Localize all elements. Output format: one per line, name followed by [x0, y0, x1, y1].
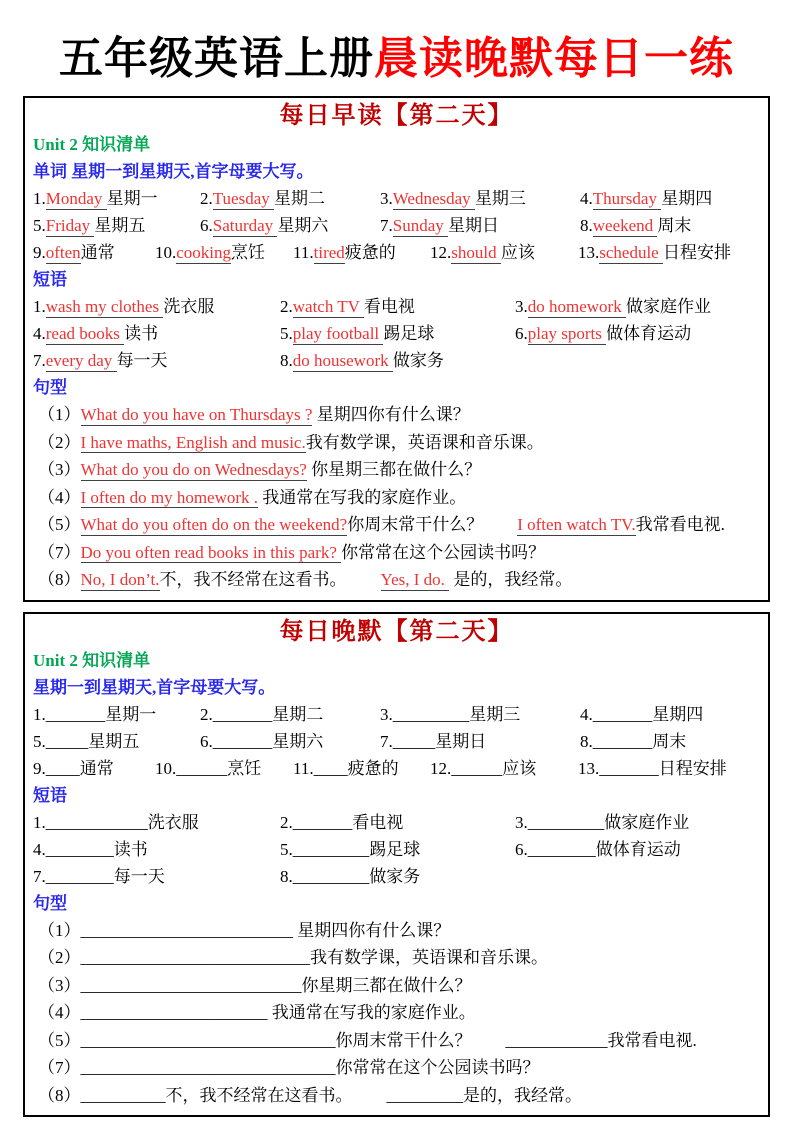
word-chinese: 日程安排: [662, 243, 731, 262]
word-number: 6.: [200, 216, 213, 235]
sentence-row: [33, 566, 760, 594]
morning-section-header: 每日早读【第二天】: [279, 103, 514, 129]
sentence-row: [33, 401, 760, 429]
phrase-number: 5.: [280, 324, 293, 343]
sentence-english: What do you have on Thursdays ?: [80, 405, 313, 424]
phrase-number: 2.: [280, 812, 293, 832]
sentence-blank: ___________________________: [80, 948, 310, 967]
word-number: 11.: [293, 758, 314, 778]
phrase-entry: [515, 320, 691, 347]
phrase-number: 6.: [515, 839, 528, 859]
sentence-chinese: 星期四你有什么课？: [312, 405, 470, 424]
phrase-english: do homework: [527, 297, 626, 316]
word-number: 2.: [200, 189, 213, 208]
sentence-chinese: 我通常在写我的家庭作业。: [267, 1003, 476, 1022]
word-number: 7.: [380, 731, 393, 751]
sentence-chinese: 我有数学课，英语课和音乐课。: [310, 948, 548, 967]
word-entry: [33, 728, 200, 755]
morning-sentences: [33, 401, 760, 594]
word-chinese: 星期二: [272, 704, 324, 724]
sentence-row: [33, 917, 760, 945]
word-entry: [578, 239, 731, 266]
sentence-english: Do you often read books in this park?: [80, 542, 342, 562]
phrase-entry: [280, 836, 515, 863]
phrase-chinese: 做体育运动: [595, 839, 681, 859]
word-number: 3.: [380, 704, 393, 724]
sentence-number: （8）: [38, 570, 81, 589]
word-blank: _____: [392, 731, 436, 751]
word-chinese: 星期六: [272, 731, 324, 751]
phrase-entry: [515, 293, 711, 320]
evening-unit-heading: Unit 2 知识清单: [33, 650, 151, 670]
word-entry: [580, 212, 691, 239]
word-blank: _______: [599, 758, 659, 778]
word-english: Thursday: [592, 189, 662, 208]
sentence-row: [33, 999, 760, 1027]
sentence-chinese: 你常常在这个公园读书吗？: [341, 542, 546, 562]
evening-sentences-label: 句型: [33, 893, 67, 913]
phrase-blank: ____________: [45, 812, 148, 832]
morning-unit-heading: Unit 2 知识清单: [33, 135, 151, 154]
morning-phrase-row-2: [33, 320, 760, 347]
phrase-number: 1.: [33, 812, 46, 832]
word-english: tired: [313, 243, 345, 262]
word-number: 4.: [580, 704, 593, 724]
word-chinese: 星期三: [469, 704, 521, 724]
word-blank: _______: [45, 704, 106, 724]
word-entry: [200, 212, 380, 239]
phrase-chinese: 每一天: [116, 351, 168, 370]
sentence-chinese: 你常常在这个公园读书吗？: [335, 1058, 540, 1077]
sentence-chinese: 你星期三都在做什么？: [306, 460, 482, 479]
word-english: Wednesday: [392, 189, 475, 208]
word-entry: [380, 212, 580, 239]
word-english: Sunday: [392, 216, 448, 235]
sentence-chinese: 你星期三都在做什么？: [301, 975, 472, 995]
word-english: often: [45, 243, 81, 262]
word-entry: [33, 239, 155, 266]
word-blank: ______: [176, 758, 228, 778]
evening-phrases-label: 短语: [33, 785, 67, 805]
phrase-chinese: 每一天: [113, 866, 165, 886]
word-chinese: 星期四: [661, 189, 713, 208]
sentence-chinese: 我通常在写我的家庭作业。: [258, 487, 467, 507]
sentence-row: [33, 1027, 760, 1055]
phrase-chinese: 洗衣服: [163, 297, 215, 316]
phrase-entry: [280, 863, 515, 890]
phrase-chinese: 踢足球: [369, 839, 421, 859]
word-number: 10.: [155, 243, 177, 262]
phrase-entry: [280, 293, 515, 320]
phrase-english: play football: [292, 324, 384, 343]
morning-word-row-2: [33, 212, 760, 239]
word-english: Friday: [45, 216, 95, 235]
sentence-row: [33, 539, 760, 567]
word-entry: [155, 239, 293, 266]
phrase-chinese: 做家庭作业: [625, 297, 711, 316]
phrase-number: 8.: [280, 866, 293, 886]
word-chinese: 周末: [652, 731, 687, 751]
phrase-chinese: 踢足球: [383, 324, 435, 343]
word-entry: [380, 701, 580, 728]
sentence-english: What do you do on Wednesdays?: [80, 460, 307, 479]
title-topic-part: 晨读晚默每日一练: [374, 34, 734, 83]
word-entry: [578, 755, 727, 782]
word-entry: [200, 701, 380, 728]
phrase-number: 7.: [33, 866, 46, 886]
phrase-blank: _________: [292, 839, 370, 859]
sentence-number: （1）: [38, 920, 81, 940]
word-number: 12.: [430, 243, 452, 262]
evening-dictation-section: [23, 612, 770, 1118]
sentence-blank: ______________________________: [80, 1058, 336, 1077]
sentence-chinese-2: 我常看电视.: [607, 1030, 697, 1050]
sentence-row: [33, 456, 760, 484]
sentence-number: （7）: [38, 1058, 81, 1077]
morning-word-row-1: [33, 185, 760, 212]
sentence-row: [33, 972, 760, 1000]
page-title: [0, 22, 793, 86]
word-chinese: 星期日: [435, 731, 487, 751]
word-chinese: 应该: [502, 758, 537, 778]
sentence-chinese-2: 是的，我经常。: [463, 1085, 582, 1105]
word-english: cooking: [176, 243, 232, 262]
sentence-chinese: 不，我不经常在这看书。: [165, 1085, 353, 1105]
sentence-row: [33, 1082, 760, 1110]
word-entry: [430, 755, 578, 782]
sentence-number: （4）: [38, 1003, 81, 1022]
phrase-entry: [33, 293, 280, 320]
sentence-chinese: 星期四你有什么课？: [293, 920, 451, 940]
phrase-chinese: 做家务: [369, 866, 421, 886]
sentence-english: I have maths, English and music.: [80, 432, 306, 452]
word-chinese: 疲惫的: [347, 758, 399, 778]
word-blank: _____: [45, 731, 89, 751]
phrase-chinese: 做家庭作业: [604, 812, 690, 832]
phrase-entry: [280, 347, 515, 374]
word-chinese: 星期一: [106, 189, 158, 208]
morning-words-label: 单词 星期一到星期天,首字母要大写。: [33, 162, 314, 181]
sentence-blank: ______________________: [80, 1003, 268, 1022]
morning-phrase-row-3: [33, 347, 760, 374]
word-number: 6.: [200, 731, 213, 751]
word-blank: _______: [592, 704, 653, 724]
sentence-number: （5）: [38, 1030, 81, 1050]
word-blank: ______: [451, 758, 503, 778]
phrase-chinese: 做家务: [392, 351, 444, 370]
phrase-blank: _______: [292, 812, 353, 832]
word-number: 1.: [33, 704, 46, 724]
word-blank: ____: [45, 758, 80, 778]
phrase-number: 5.: [280, 839, 293, 859]
sentence-number: （5）: [38, 515, 81, 534]
sentence-number: （3）: [38, 460, 81, 479]
phrase-entry: [515, 836, 681, 863]
sentence-english: No, I don’t.: [80, 570, 160, 589]
evening-phrase-row-2: [33, 836, 760, 863]
word-number: 8.: [580, 731, 593, 751]
word-chinese: 星期四: [652, 704, 704, 724]
word-chinese: 烹饪: [227, 758, 262, 778]
phrase-chinese: 做体育运动: [606, 324, 692, 343]
evening-sentences: [33, 917, 760, 1110]
sentence-blank: __________________________: [80, 975, 302, 995]
word-number: 9.: [33, 243, 46, 262]
sentence-english: I often do my homework .: [80, 487, 259, 507]
word-number: 13.: [578, 243, 600, 262]
sentence-row: [33, 1054, 760, 1082]
sentence-number: （3）: [38, 975, 81, 995]
morning-sentences-label: 句型: [33, 378, 67, 397]
sentence-chinese: 你周末常干什么？: [335, 1030, 472, 1050]
phrase-blank: ________: [527, 839, 596, 859]
word-english: Tuesday: [212, 189, 274, 208]
phrase-chinese: 看电视: [352, 812, 404, 832]
word-entry: [293, 239, 430, 266]
word-chinese: 星期三: [474, 189, 526, 208]
sentence-english-2: Yes, I do.: [380, 570, 450, 589]
phrase-number: 3.: [515, 812, 528, 832]
morning-reading-section: [23, 96, 770, 602]
sentence-number: （1）: [38, 405, 81, 424]
sentence-number: （7）: [38, 542, 81, 562]
word-entry: [293, 755, 430, 782]
word-number: 10.: [155, 758, 177, 778]
word-number: 5.: [33, 731, 46, 751]
word-number: 11.: [293, 243, 314, 262]
sentence-blank-2: _________: [386, 1085, 463, 1105]
phrase-blank: _________: [527, 812, 605, 832]
word-blank: _________: [392, 704, 470, 724]
phrase-chinese: 读书: [124, 324, 159, 343]
sentence-row: [33, 429, 760, 457]
phrase-english: watch TV: [292, 297, 364, 316]
sentence-row: [33, 511, 760, 539]
sentence-chinese: 你周末常干什么？: [347, 515, 484, 534]
word-english: weekend: [592, 216, 658, 235]
word-chinese: 通常: [80, 243, 115, 262]
word-entry: [33, 755, 155, 782]
evening-phrase-row-1: [33, 809, 760, 836]
word-entry: [580, 185, 712, 212]
phrase-english: every day: [45, 351, 117, 370]
phrase-entry: [515, 809, 689, 836]
phrase-number: 8.: [280, 351, 293, 370]
word-chinese: 星期五: [88, 731, 140, 751]
word-entry: [33, 212, 200, 239]
sentence-chinese-2: 我常看电视.: [635, 515, 725, 534]
sentence-blank: ______________________________: [80, 1030, 336, 1050]
word-entry: [33, 185, 200, 212]
word-chinese: 星期五: [94, 216, 146, 235]
word-blank: _______: [592, 731, 653, 751]
phrase-entry: [280, 320, 515, 347]
title-grade-part: 五年级英语上册: [59, 34, 374, 83]
word-chinese: 周末: [657, 216, 692, 235]
evening-section-header: 每日晚默【第二天】: [279, 618, 514, 645]
word-blank: ____: [313, 758, 348, 778]
sentence-number: （4）: [38, 487, 81, 507]
evening-word-row-1: [33, 701, 760, 728]
phrase-entry: [33, 809, 280, 836]
word-entry: [33, 701, 200, 728]
phrase-number: 4.: [33, 839, 46, 859]
word-entry: [200, 728, 380, 755]
word-chinese: 星期二: [274, 189, 325, 208]
word-number: 12.: [430, 758, 452, 778]
word-chinese: 星期六: [277, 216, 329, 235]
phrase-blank: ________: [45, 839, 114, 859]
evening-word-row-3: [33, 755, 760, 782]
word-entry: [200, 185, 380, 212]
sentence-chinese: 我有数学课，英语课和音乐课。: [305, 432, 544, 452]
word-chinese: 应该: [500, 243, 535, 262]
sentence-chinese: 不，我不经常在这看书。: [159, 570, 347, 589]
word-english: Saturday: [212, 216, 278, 235]
word-number: 3.: [380, 189, 393, 208]
phrase-chinese: 读书: [113, 839, 148, 859]
sentence-blank-2: ____________: [505, 1030, 608, 1050]
word-entry: [380, 728, 580, 755]
word-blank: _______: [212, 731, 273, 751]
sentence-chinese-2: 是的，我经常。: [449, 570, 573, 589]
evening-phrase-row-3: [33, 863, 760, 890]
word-entry: [580, 701, 703, 728]
word-number: 13.: [578, 758, 600, 778]
phrase-english: read books: [45, 324, 125, 343]
sentence-row: [33, 944, 760, 972]
phrase-number: 3.: [515, 297, 528, 316]
word-chinese: 烹饪: [231, 243, 266, 262]
sentence-number: （2）: [38, 432, 81, 452]
word-number: 9.: [33, 758, 46, 778]
word-number: 5.: [33, 216, 46, 235]
evening-words-label: 星期一到星期天,首字母要大写。: [33, 677, 276, 697]
word-english: Monday: [45, 189, 107, 208]
word-chinese: 星期日: [448, 216, 499, 235]
phrase-number: 7.: [33, 351, 46, 370]
phrase-entry: [33, 347, 280, 374]
word-chinese: 日程安排: [658, 758, 727, 778]
evening-word-row-2: [33, 728, 760, 755]
word-entry: [380, 185, 580, 212]
word-number: 2.: [200, 704, 213, 724]
sentence-number: （8）: [38, 1085, 81, 1105]
morning-word-row-3: [33, 239, 760, 266]
sentence-english: What do you often do on the weekend?: [80, 515, 348, 534]
word-english: schedule: [599, 243, 663, 262]
word-chinese: 星期一: [105, 704, 157, 724]
word-entry: [430, 239, 578, 266]
phrase-entry: [280, 809, 515, 836]
word-number: 8.: [580, 216, 593, 235]
word-number: 4.: [580, 189, 593, 208]
phrase-entry: [33, 320, 280, 347]
phrase-english: wash my clothes: [45, 297, 164, 316]
phrase-number: 6.: [515, 324, 528, 343]
sentence-blank: _________________________: [80, 920, 293, 940]
sentence-number: （2）: [38, 948, 81, 967]
word-number: 7.: [380, 216, 393, 235]
phrase-entry: [33, 836, 280, 863]
word-blank: _______: [212, 704, 273, 724]
sentence-blank: __________: [80, 1085, 166, 1105]
phrase-number: 2.: [280, 297, 293, 316]
word-entry: [580, 728, 686, 755]
phrase-blank: _________: [292, 866, 370, 886]
word-number: 1.: [33, 189, 46, 208]
phrase-chinese: 看电视: [363, 297, 415, 316]
word-entry: [155, 755, 293, 782]
phrase-english: do housework: [292, 351, 393, 370]
word-english: should: [451, 243, 501, 262]
phrase-entry: [33, 863, 280, 890]
phrase-number: 1.: [33, 297, 46, 316]
sentence-row: [33, 484, 760, 512]
morning-phrase-row-1: [33, 293, 760, 320]
phrase-blank: ________: [45, 866, 114, 886]
word-chinese: 疲惫的: [344, 243, 396, 262]
phrase-english: play sports: [527, 324, 607, 343]
morning-phrases-label: 短语: [33, 270, 67, 289]
phrase-chinese: 洗衣服: [147, 812, 199, 832]
phrase-number: 4.: [33, 324, 46, 343]
word-chinese: 通常: [79, 758, 114, 778]
sentence-english-2: I often watch TV.: [517, 515, 636, 534]
